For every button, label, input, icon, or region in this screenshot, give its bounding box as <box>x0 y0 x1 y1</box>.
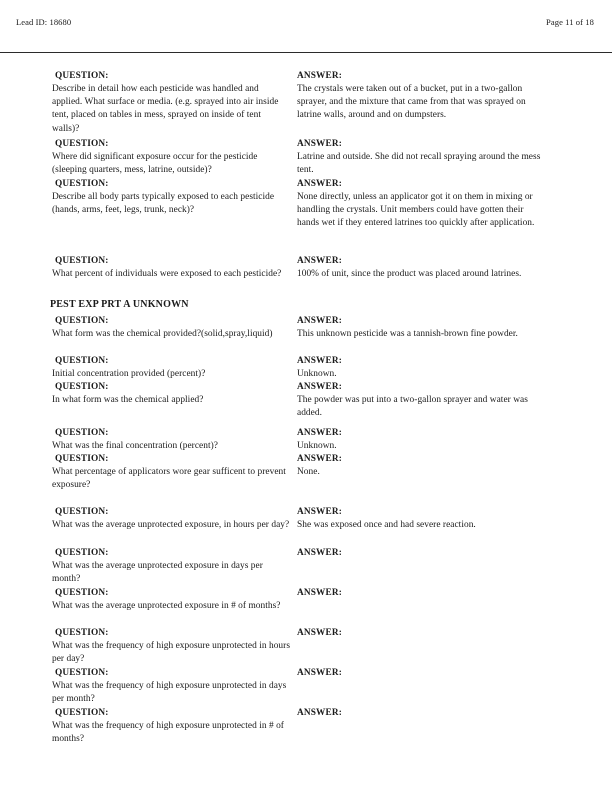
question-text: In what form was the chemical applied? <box>52 395 204 405</box>
answer-label: ANSWER: <box>297 588 342 598</box>
page-number-label: Page 11 of 18 <box>546 17 594 27</box>
question-text: What was the frequency of high exposure unprotected in # of months? <box>52 721 284 745</box>
question-block <box>52 138 290 177</box>
question-label: QUESTION: <box>55 454 109 464</box>
answer-block <box>297 178 547 231</box>
answer-block <box>297 667 547 680</box>
answer-block <box>297 138 547 177</box>
question-label: QUESTION: <box>55 316 109 326</box>
question-block <box>52 255 290 281</box>
answer-block <box>297 355 547 381</box>
answer-label: ANSWER: <box>297 628 342 638</box>
answer-label: ANSWER: <box>297 548 342 558</box>
question-text: Where did significant exposure occur for the pesticide (sleeping quarters, mess, latrine, outside)? <box>52 152 258 176</box>
question-block <box>52 627 290 666</box>
question-label: QUESTION: <box>55 507 109 517</box>
question-text: What was the frequency of high exposure unprotected in hours per day? <box>52 641 291 665</box>
answer-text: 100% of unit, since the product was placed around latrines. <box>297 269 522 279</box>
question-text: What was the final concentration (percent)? <box>52 441 218 451</box>
question-label: QUESTION: <box>55 548 109 558</box>
answer-block <box>297 70 547 123</box>
question-block <box>52 453 290 492</box>
question-text: Describe in detail how each pesticide was handled and applied. What surface or media. (e.g. sprayed into air inside tent, placed on tables in mess, sprayed on inside of tent walls)? <box>52 84 279 134</box>
answer-block <box>297 547 547 560</box>
page-header <box>0 17 612 31</box>
question-block <box>52 707 290 746</box>
question-text: What percentage of applicators wore gear sufficent to prevent exposure? <box>52 467 286 491</box>
question-label: QUESTION: <box>55 71 109 81</box>
answer-label: ANSWER: <box>297 708 342 718</box>
question-text: Initial concentration provided (percent)? <box>52 369 206 379</box>
answer-block <box>297 453 547 479</box>
question-label: QUESTION: <box>55 179 109 189</box>
question-label: QUESTION: <box>55 428 109 438</box>
answer-label: ANSWER: <box>297 71 342 81</box>
question-label: QUESTION: <box>55 256 109 266</box>
answer-label: ANSWER: <box>297 668 342 678</box>
question-label: QUESTION: <box>55 382 109 392</box>
answer-text: The powder was put into a two-gallon sprayer and water was added. <box>297 395 528 419</box>
lead-id-label: Lead ID: 18680 <box>16 17 72 27</box>
answer-block <box>297 315 547 341</box>
answer-block <box>297 627 547 640</box>
question-text: What was the average unprotected exposure in # of months? <box>52 601 281 611</box>
answer-text: Unknown. <box>297 369 337 379</box>
answer-text: This unknown pesticide was a tannish-brown fine powder. <box>297 329 518 339</box>
answer-block <box>297 381 547 420</box>
question-block <box>52 547 290 586</box>
question-block <box>52 355 290 381</box>
answer-block <box>297 427 547 453</box>
question-text: What was the average unprotected exposure, in hours per day? <box>52 520 290 530</box>
answer-text: She was exposed once and had severe reaction. <box>297 520 476 530</box>
question-block <box>52 427 290 453</box>
question-text: What was the average unprotected exposure in days per month? <box>52 561 263 585</box>
answer-block <box>297 707 547 720</box>
answer-text: None directly, unless an applicator got it on them in mixing or handling the crystals. Unit members could have gotten their hands wet if they entered latrines too quickly after application. <box>297 192 535 229</box>
question-block <box>52 315 290 341</box>
answer-label: ANSWER: <box>297 428 342 438</box>
question-block <box>52 506 290 532</box>
answer-block <box>297 587 547 600</box>
question-text: What percent of individuals were exposed to each pesticide? <box>52 269 282 279</box>
answer-block <box>297 506 547 532</box>
answer-label: ANSWER: <box>297 454 342 464</box>
answer-text: Unknown. <box>297 441 337 451</box>
answer-label: ANSWER: <box>297 139 342 149</box>
question-label: QUESTION: <box>55 708 109 718</box>
question-block <box>52 70 290 136</box>
question-label: QUESTION: <box>55 356 109 366</box>
answer-text: None. <box>297 467 320 477</box>
question-text: What form was the chemical provided?(solid,spray,liquid) <box>52 329 273 339</box>
question-block <box>52 178 290 217</box>
section-heading: PEST EXP PRT A UNKNOWN <box>50 299 189 310</box>
question-text: Describe all body parts typically exposed to each pesticide (hands, arms, feet, legs, trunk, neck)? <box>52 192 275 216</box>
answer-label: ANSWER: <box>297 179 342 189</box>
question-text: What was the frequency of high exposure unprotected in days per month? <box>52 681 287 705</box>
question-label: QUESTION: <box>55 668 109 678</box>
question-block <box>52 587 290 613</box>
answer-label: ANSWER: <box>297 356 342 366</box>
answer-label: ANSWER: <box>297 507 342 517</box>
answer-text: The crystals were taken out of a bucket, put in a two-gallon sprayer, and the mixture that came from that was sprayed on latrine walls, around and on dumpsters. <box>297 84 526 121</box>
question-block <box>52 381 290 407</box>
question-label: QUESTION: <box>55 588 109 598</box>
question-block <box>52 667 290 706</box>
question-label: QUESTION: <box>55 628 109 638</box>
answer-text: Latrine and outside. She did not recall spraying around the mess tent. <box>297 152 541 176</box>
answer-label: ANSWER: <box>297 316 342 326</box>
answer-label: ANSWER: <box>297 256 342 266</box>
answer-block <box>297 255 547 281</box>
answer-label: ANSWER: <box>297 382 342 392</box>
question-label: QUESTION: <box>55 139 109 149</box>
header-divider-rule <box>0 52 612 53</box>
